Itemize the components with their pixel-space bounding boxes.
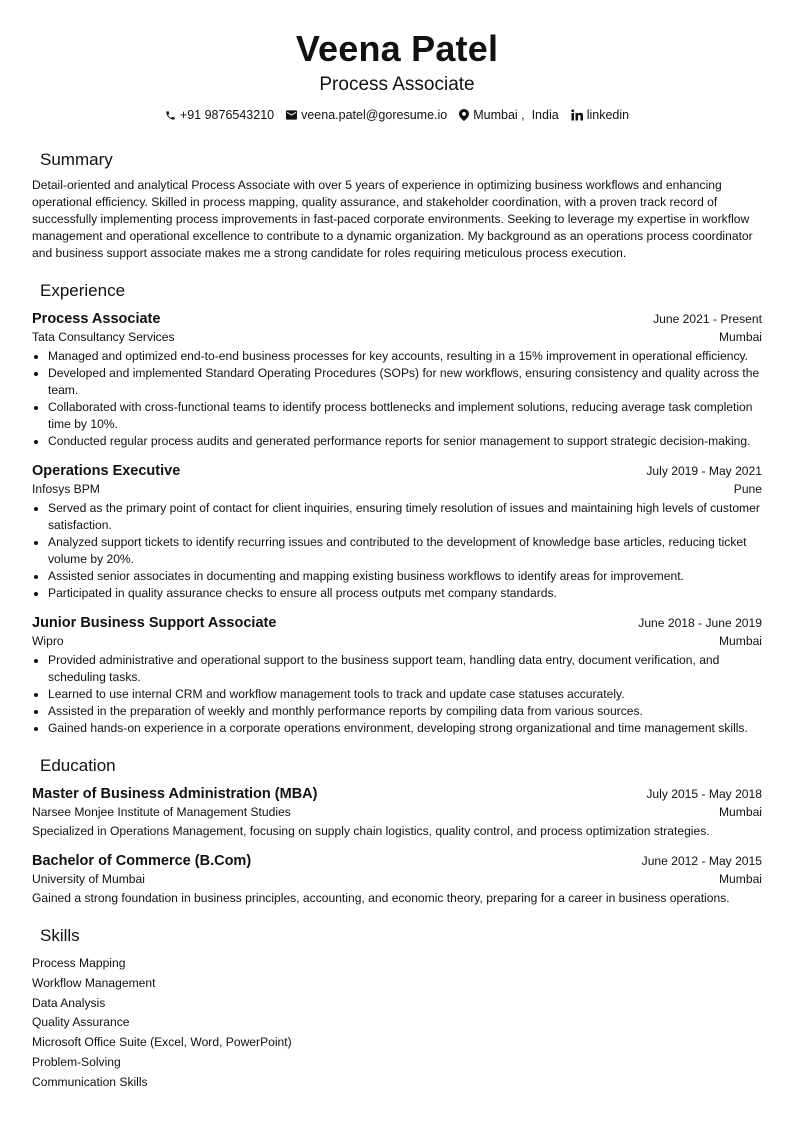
education-entry: [32, 852, 762, 907]
experience-entry: [32, 310, 762, 450]
email-text[interactable]: veena.patel@goresume.io: [301, 108, 448, 122]
job-dates: June 2021 - Present: [653, 312, 762, 326]
company-name: Tata Consultancy Services: [32, 330, 175, 344]
contact-bar: [32, 107, 762, 123]
bullet-item: Assisted senior associates in documenting and mapping existing business workflows to identify areas for improvement.: [32, 568, 762, 585]
envelope-icon: [286, 110, 297, 120]
contact-email[interactable]: [286, 107, 447, 123]
map-pin-icon: [459, 109, 469, 121]
job-dates: July 2019 - May 2021: [646, 464, 762, 478]
skills-section: [32, 926, 762, 1093]
bullet-item: Served as the primary point of contact for client inquiries, ensuring timely resolution of issues and maintaining high levels of customer satisfaction.: [32, 500, 762, 534]
summary-heading: Summary: [40, 150, 113, 169]
skill-item: Data Analysis: [32, 995, 106, 1010]
summary-text: Detail-oriented and analytical Process Associate with over 5 years of experience in optimizing business workflows and enhancing operational efficiency. Skilled in process mapping, quality assurance, and stakeholder coordination, with a proven track record of successfully implementing process improvements in fast-paced corporate environments. Seeking to leverage my expertise in workflow management and operational excellence to contribute to a dynamic organization. My background as an operations process coordinator and business support associate makes me a strong candidate for roles requiring meticulous process execution.: [32, 178, 753, 260]
bullet-item: Collaborated with cross-functional teams to identify process bottlenecks and implement solutions, reducing average task completion time by 10%.: [32, 399, 762, 433]
experience-entry: [32, 614, 762, 737]
skills-heading: Skills: [40, 926, 80, 945]
job-title: Process Associate: [32, 311, 161, 327]
location-text: Mumbai , India: [473, 108, 559, 122]
skill-item: Problem-Solving: [32, 1054, 121, 1069]
education-dates: June 2012 - May 2015: [641, 854, 762, 868]
bullet-item: Managed and optimized end-to-end business processes for key accounts, resulting in a 15% improvement in operational efficiency.: [32, 348, 762, 365]
summary-section: [32, 150, 762, 262]
bullet-item: Provided administrative and operational support to the business support team, handling data entry, document verification, and scheduling tasks.: [32, 652, 762, 686]
job-location: Mumbai: [718, 634, 762, 648]
contact-linkedin[interactable]: [571, 107, 629, 123]
bullet-item: Conducted regular process audits and generated performance reports for senior management to support strategic decision-making.: [32, 433, 762, 450]
bullet-item: Participated in quality assurance checks to ensure all process outputs met company standards.: [32, 585, 762, 602]
school-location: Mumbai: [718, 872, 762, 886]
degree-title: Master of Business Administration (MBA): [32, 786, 318, 802]
bullet-item: Analyzed support tickets to identify recurring issues and contributed to the development of knowledge base articles, reducing ticket volume by 20%.: [32, 534, 762, 568]
skill-item: Communication Skills: [32, 1074, 148, 1089]
job-location: Mumbai: [718, 330, 762, 344]
skills-list: [32, 954, 762, 1093]
job-dates: June 2018 - June 2019: [638, 616, 762, 630]
company-name: Wipro: [32, 634, 64, 648]
education-heading: Education: [40, 756, 116, 775]
job-bullets: [32, 500, 762, 602]
phone-text: +91 9876543210: [179, 108, 275, 122]
education-dates: July 2015 - May 2018: [646, 787, 762, 801]
job-location: Pune: [733, 482, 762, 496]
job-bullets: [32, 652, 762, 737]
experience-section: [32, 281, 762, 737]
company-name: Infosys BPM: [32, 482, 100, 496]
candidate-name: Veena Patel: [295, 28, 499, 69]
education-description: Gained a strong foundation in business principles, accounting, and economic theory, preparing for a career in business operations.: [32, 891, 730, 905]
education-description: Specialized in Operations Management, focusing on supply chain logistics, quality control, and process optimization strategies.: [32, 824, 710, 838]
experience-heading: Experience: [40, 281, 126, 300]
skill-item: Microsoft Office Suite (Excel, Word, PowerPoint): [32, 1035, 292, 1050]
job-bullets: [32, 348, 762, 450]
bullet-item: Developed and implemented Standard Operating Procedures (SOPs) for new workflows, ensuring consistency and quality across the team.: [32, 365, 762, 399]
job-title: Junior Business Support Associate: [32, 615, 277, 631]
contact-phone: [165, 107, 274, 123]
bullet-item: Assisted in the preparation of weekly and monthly performance reports by compiling data from various sources.: [32, 703, 762, 720]
contact-location: [459, 107, 558, 123]
bullet-item: Learned to use internal CRM and workflow management tools to track and update case statuses accurately.: [32, 686, 762, 703]
education-section: [32, 756, 762, 907]
candidate-title: Process Associate: [319, 74, 475, 95]
school-location: Mumbai: [718, 805, 762, 819]
school-name: Narsee Monjee Institute of Management Studies: [32, 805, 291, 819]
school-name: University of Mumbai: [32, 872, 145, 886]
linkedin-icon: [571, 109, 583, 121]
degree-title: Bachelor of Commerce (B.Com): [32, 853, 252, 869]
linkedin-link[interactable]: linkedin: [586, 108, 630, 122]
education-entry: [32, 785, 762, 840]
skill-item: Process Mapping: [32, 956, 126, 970]
job-title: Operations Executive: [32, 463, 181, 479]
phone-icon: [165, 110, 176, 121]
experience-entry: [32, 462, 762, 602]
skill-item: Workflow Management: [32, 975, 156, 990]
skill-item: Quality Assurance: [32, 1015, 130, 1030]
bullet-item: Gained hands-on experience in a corporate operations environment, developing strong organizational and time management skills.: [32, 720, 762, 737]
